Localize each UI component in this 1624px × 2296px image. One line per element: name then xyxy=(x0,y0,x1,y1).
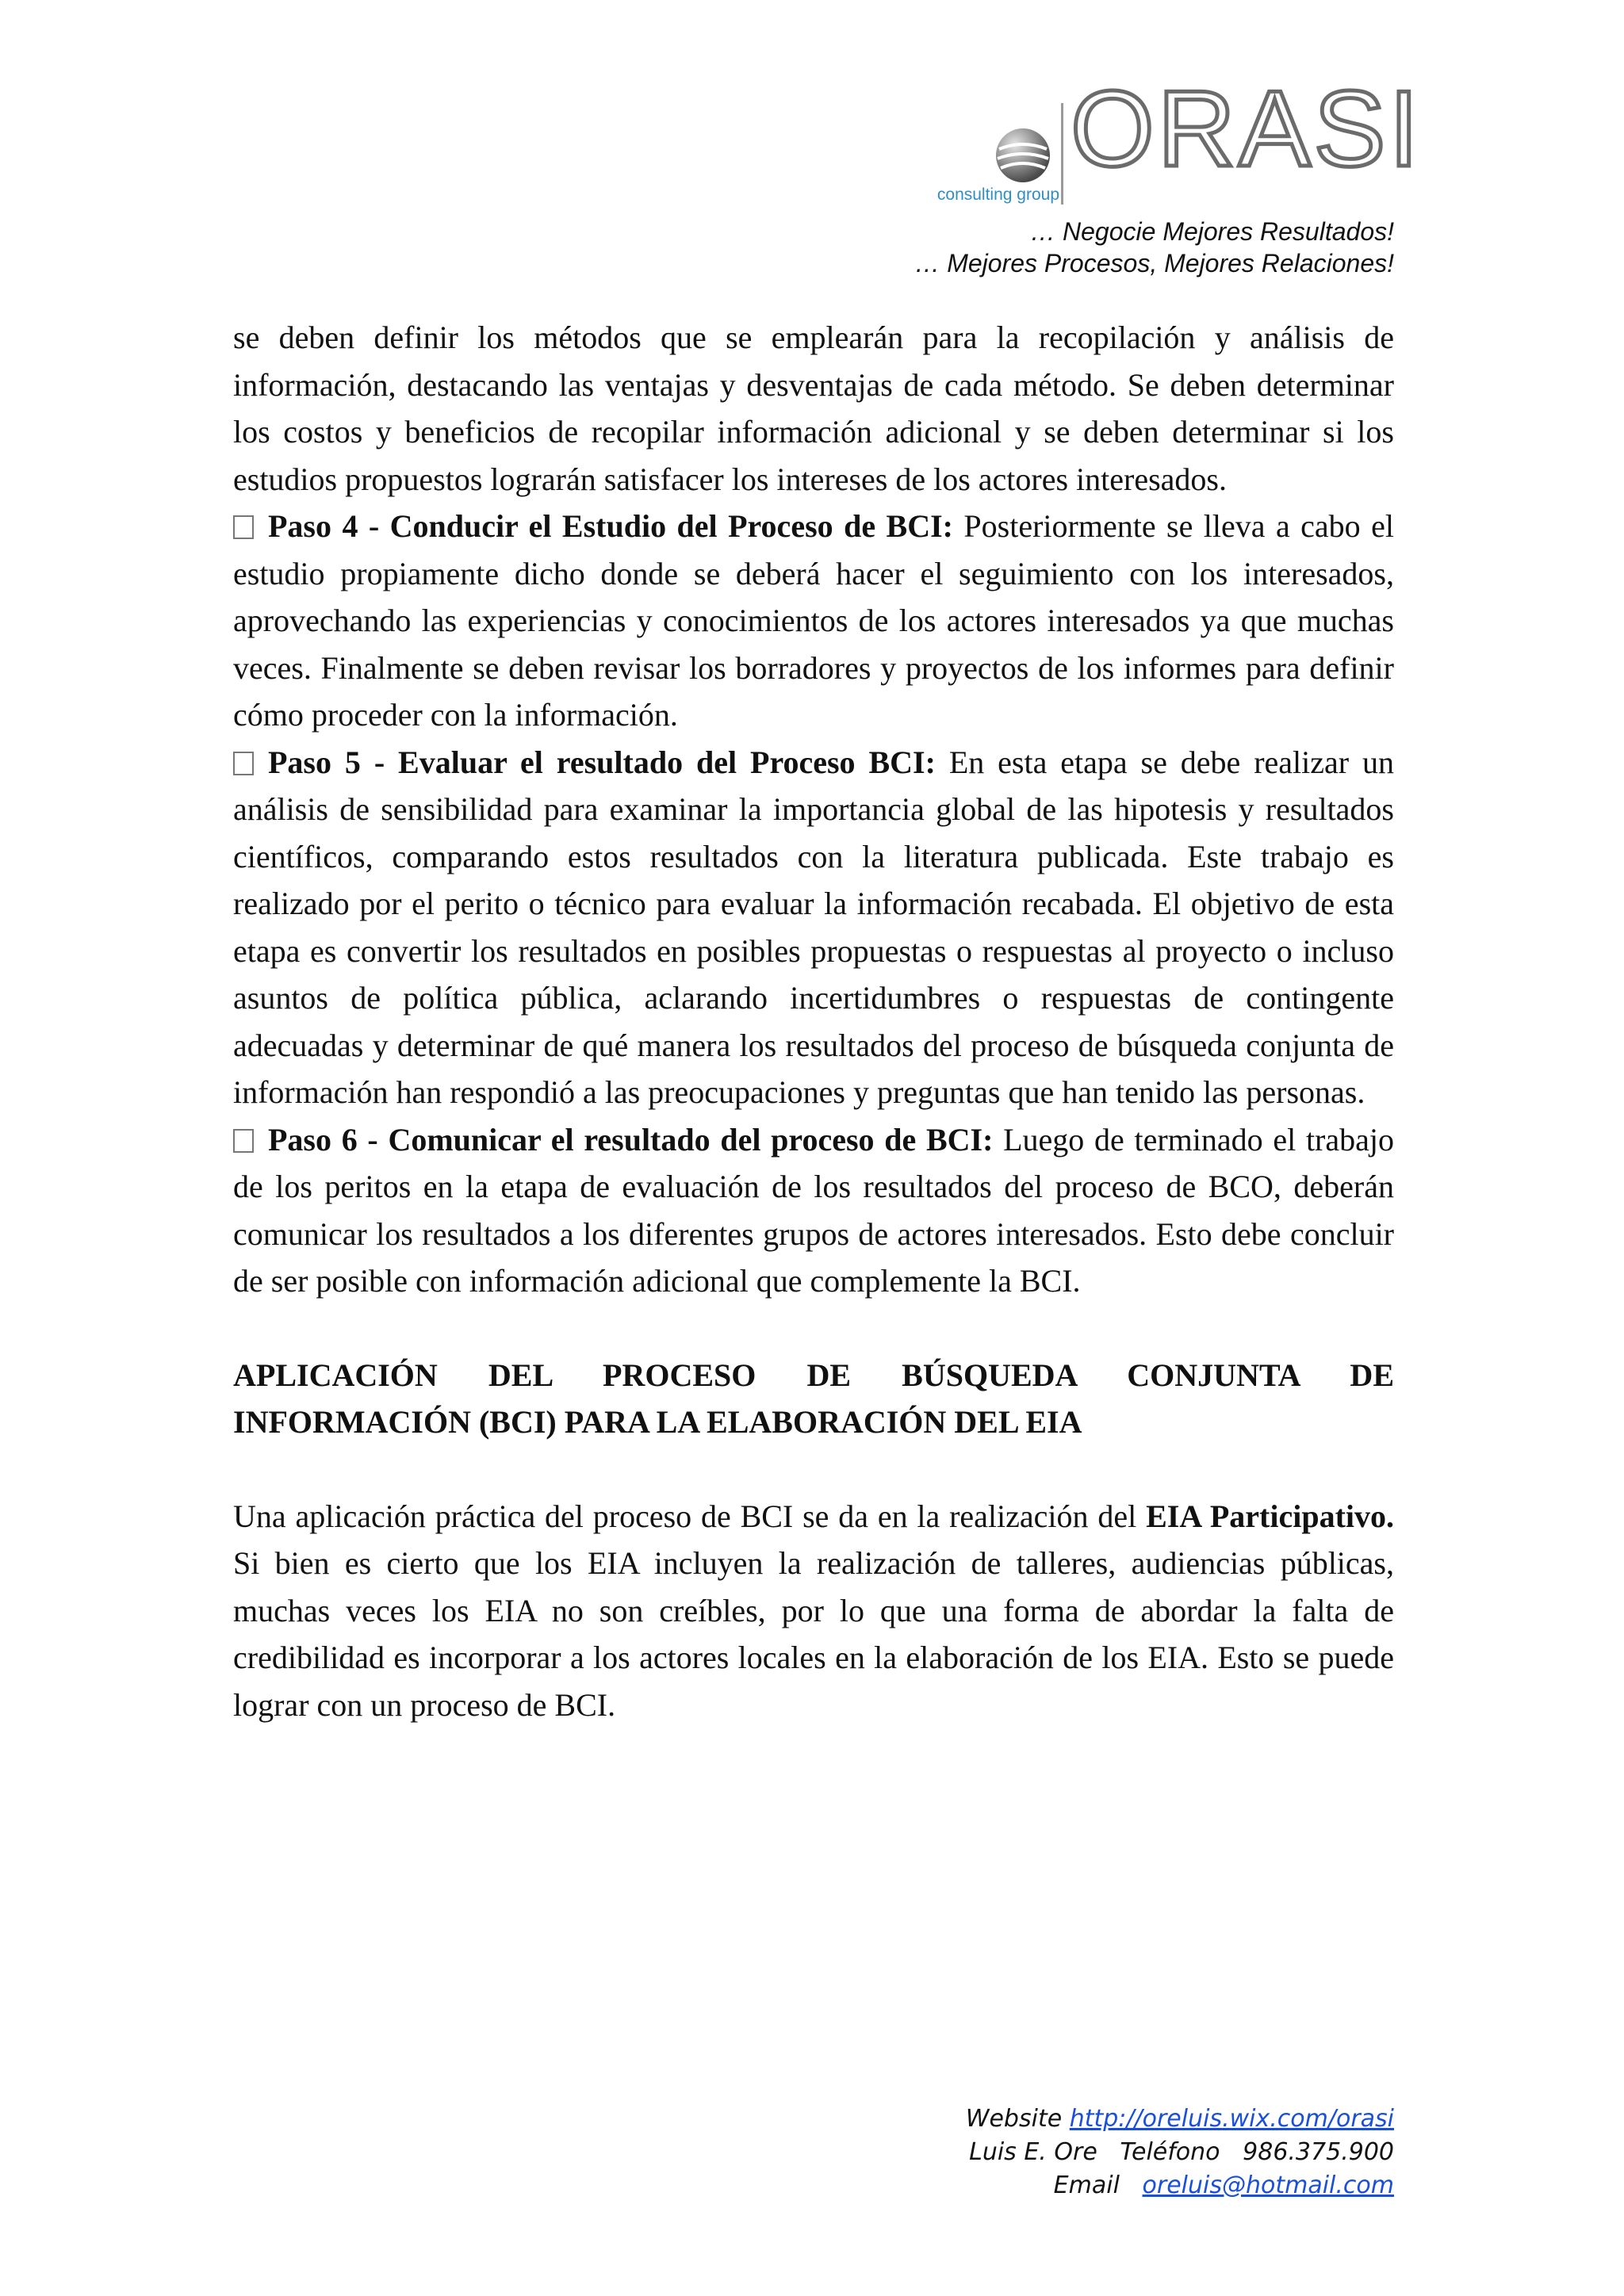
step-title: Paso 4 - Conducir el Estudio del Proceso de BCI: xyxy=(268,508,953,544)
step-text: Luego de terminado el trabajo de los peritos en la etapa de evaluación de los resultados del proceso de BCO, deberán comunicar los resultados a los diferentes grupos de actores interesados. Esto debe concluir de ser posible con información adicional que complemente la BCI. xyxy=(233,1121,1395,1299)
final-paragraph xyxy=(233,1493,1394,1729)
logo-subtitle: consulting group xyxy=(936,186,1059,204)
step-title: Paso 5 - Evaluar el resultado del Proceso BCI: xyxy=(268,744,936,780)
orasi-logo xyxy=(920,68,1423,212)
logo-divider xyxy=(1061,103,1063,205)
checkbox-bullet-icon xyxy=(233,752,254,775)
intro-paragraph: se deben definir los métodos que se emplearán para la recopilación y análisis de información, destacando las ventajas y desventajas de cada método. Se deben determinar los costos y beneficios de recopilar información adicional y se deben determinar si los estudios propuestos lograrán satisfacer los intereses de los actores interesados. xyxy=(233,320,1394,497)
email-link[interactable]: oreluis@hotmail.com xyxy=(1142,2172,1394,2199)
step-title: Paso 6 - Comunicar el resultado del proceso de BCI: xyxy=(268,1121,994,1158)
logo-wordmark: ORASI xyxy=(1071,68,1423,189)
footer-contact-line: Luis E. Ore Teléfono 986.375.900 xyxy=(969,2138,1394,2166)
page-footer xyxy=(966,2103,1394,2202)
globe-logo-icon xyxy=(993,125,1053,186)
tagline-2: … Mejores Procesos, Mejores Relaciones! xyxy=(914,249,1394,277)
step-paragraph xyxy=(233,1116,1394,1305)
footer-website-label: Website xyxy=(965,2105,1063,2133)
section-heading xyxy=(233,1352,1394,1446)
checkbox-bullet-icon xyxy=(233,515,254,539)
step-paragraph xyxy=(233,503,1394,739)
website-link[interactable]: http://oreluis.wix.com/orasi xyxy=(1069,2105,1394,2133)
step-text: En esta etapa se debe realizar un análisis de sensibilidad para examinar la importancia global de las hipotesis y resultados científicos, comparando estos resultados con la literatura publicada. Este trabajo es realizado por el perito o técnico para evaluar la información recabada. El objetivo de esta etapa es convertir los resultados en posibles propuestas o respuestas al proyecto o incluso asuntos de política pública, aclarando incertidumbres o respuestas de contingente adecuadas y determinar de qué manera los resultados del proceso de búsqueda conjunta de información han respondió a las preocupaciones y preguntas que han tenido las personas. xyxy=(233,744,1394,1110)
footer-website-line xyxy=(966,2103,1394,2136)
body-content xyxy=(233,314,1394,1728)
section-heading-line-2: INFORMACIÓN (BCI) PARA LA ELABORACIÓN DEL EIA xyxy=(233,1404,1082,1440)
checkbox-bullet-icon xyxy=(233,1129,254,1153)
footer-email-label: Email xyxy=(1053,2172,1120,2199)
final-text-bold: EIA Participativo. xyxy=(1146,1498,1395,1534)
tagline-1: … Negocie Mejores Resultados! xyxy=(1030,217,1394,246)
final-text-pre: Una aplicación práctica del proceso de BCI se da en la realización del xyxy=(233,1498,1147,1534)
step-paragraph xyxy=(233,739,1394,1116)
footer-email-line xyxy=(966,2169,1394,2202)
final-text-post: Si bien es cierto que los EIA incluyen la realización de talleres, audiencias públicas, muchas veces los EIA no son creíbles, por lo que una forma de abordar la falta de credibilidad es incorporar a los actores locales en la elaboración de los EIA. Esto se puede lograr con un proceso de BCI. xyxy=(233,1545,1394,1723)
step-text: Posteriormente se lleva a cabo el estudio propiamente dicho donde se deberá hacer el seguimiento con los interesados, aprovechando las experiencias y conocimientos de los actores interesados ya que muchas veces. Finalmente se deben revisar los borradores y proyectos de los informes para definir cómo proceder con la información. xyxy=(233,508,1394,733)
section-heading-line-1: APLICACIÓN DEL PROCESO DE BÚSQUEDA CONJUNTA DE xyxy=(233,1357,1394,1393)
